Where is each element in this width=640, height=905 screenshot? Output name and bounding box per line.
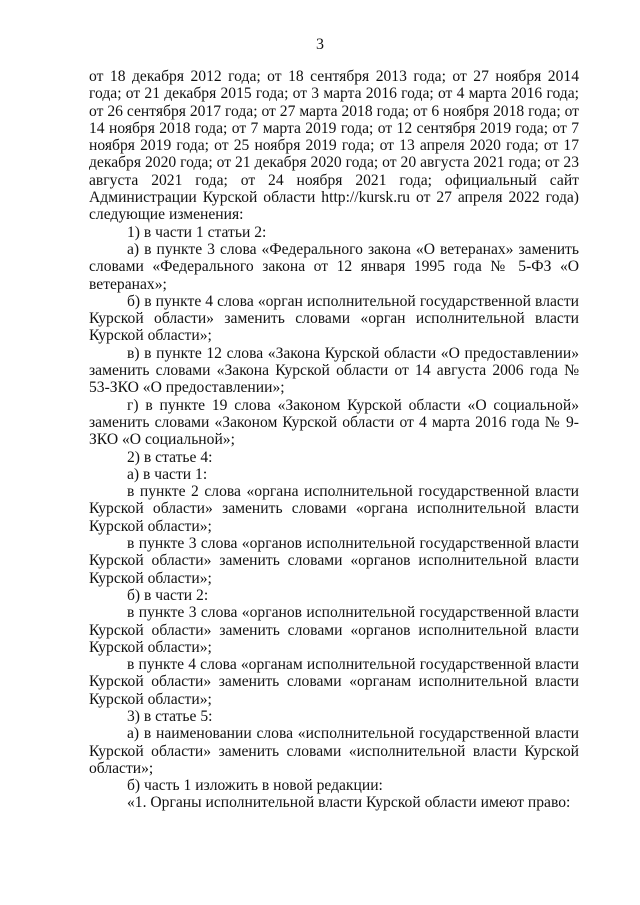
paragraph-item: 1) в части 1 статьи 2:: [127, 223, 267, 241]
paragraph-item: б) в части 2:: [127, 586, 209, 604]
paragraph-item: в пункте 3 слова «органов исполнительной государственной власти Курской области» заменить словами «органов исполнительной власти Курской области»;: [89, 535, 579, 587]
paragraph-item: а) в части 1:: [127, 465, 208, 483]
paragraph-item: в пункте 4 слова «органам исполнительной государственной власти Курской области» заменить словами «органам исполнительной власти Курской области»;: [89, 656, 579, 708]
paragraph-item: а) в наименовании слова «исполнительной государственной власти Курской области» заменить словами «исполнительной власти Курской области»;: [89, 725, 579, 777]
paragraph-item: г) в пункте 19 слова «Законом Курской области «О социальной» заменить словами «Законом Курской области от 4 марта 2016 года № 9-ЗКО «О социальной»;: [89, 396, 579, 449]
paragraph-item: 2) в статье 4:: [127, 448, 213, 466]
paragraph-item: в пункте 2 слова «органа исполнительной государственной власти Курской области» заменить словами «органа исполнительной власти Курской области»;: [89, 483, 579, 535]
page-number: 3: [316, 36, 324, 53]
paragraph-item: в) в пункте 12 слова «Закона Курской области «О предоставлении» заменить словами «Закона Курской области от 14 августа 2006 года № 53-ЗКО «О предоставлении»;: [89, 344, 579, 397]
document-body: [89, 68, 579, 812]
paragraph-item: в пункте 3 слова «органов исполнительной государственной власти Курской области» заменить словами «органов исполнительной власти Курской области»;: [89, 604, 579, 656]
paragraph-item: б) часть 1 изложить в новой редакции:: [127, 777, 383, 795]
paragraph-item: б) в пункте 4 слова «орган исполнительной государственной власти Курской области» заменить словами «орган исполнительной власти Курской области»;: [89, 292, 579, 345]
paragraph-item: а) в пункте 3 слова «Федерального закона «О ветеранах» заменить словами «Федерального закона от 12 января 1995 года № 5-ФЗ «О ветеранах»;: [89, 240, 579, 293]
paragraph-intro: от 18 декабря 2012 года; от 18 сентября 2013 года; от 27 ноября 2014 года; от 21 декабря 2015 года; от 3 марта 2016 года; от 4 марта 2016 года; от 26 сентября 2017 года; от 27 марта 2018 года; от 6 ноября 2018 года; от 14 ноября 2018 года; от 7 марта 2019 года; от 12 сентября 2019 года; от 7 ноября 2019 года; от 25 ноября 2019 года; от 13 апреля 2020 года; от 17 декабря 2020 года; от 21 декабря 2020 года; от 20 августа 2021 года; от 23 августа 2021 года; от 24 ноября 2021 года; официальный сайт Администрации Курской области http://kursk.ru от 27 апреля 2022 года) следующие изменения:: [89, 68, 579, 224]
paragraph-item: «1. Органы исполнительной власти Курской области имеют право:: [127, 794, 571, 812]
paragraph-item: 3) в статье 5:: [127, 707, 213, 725]
